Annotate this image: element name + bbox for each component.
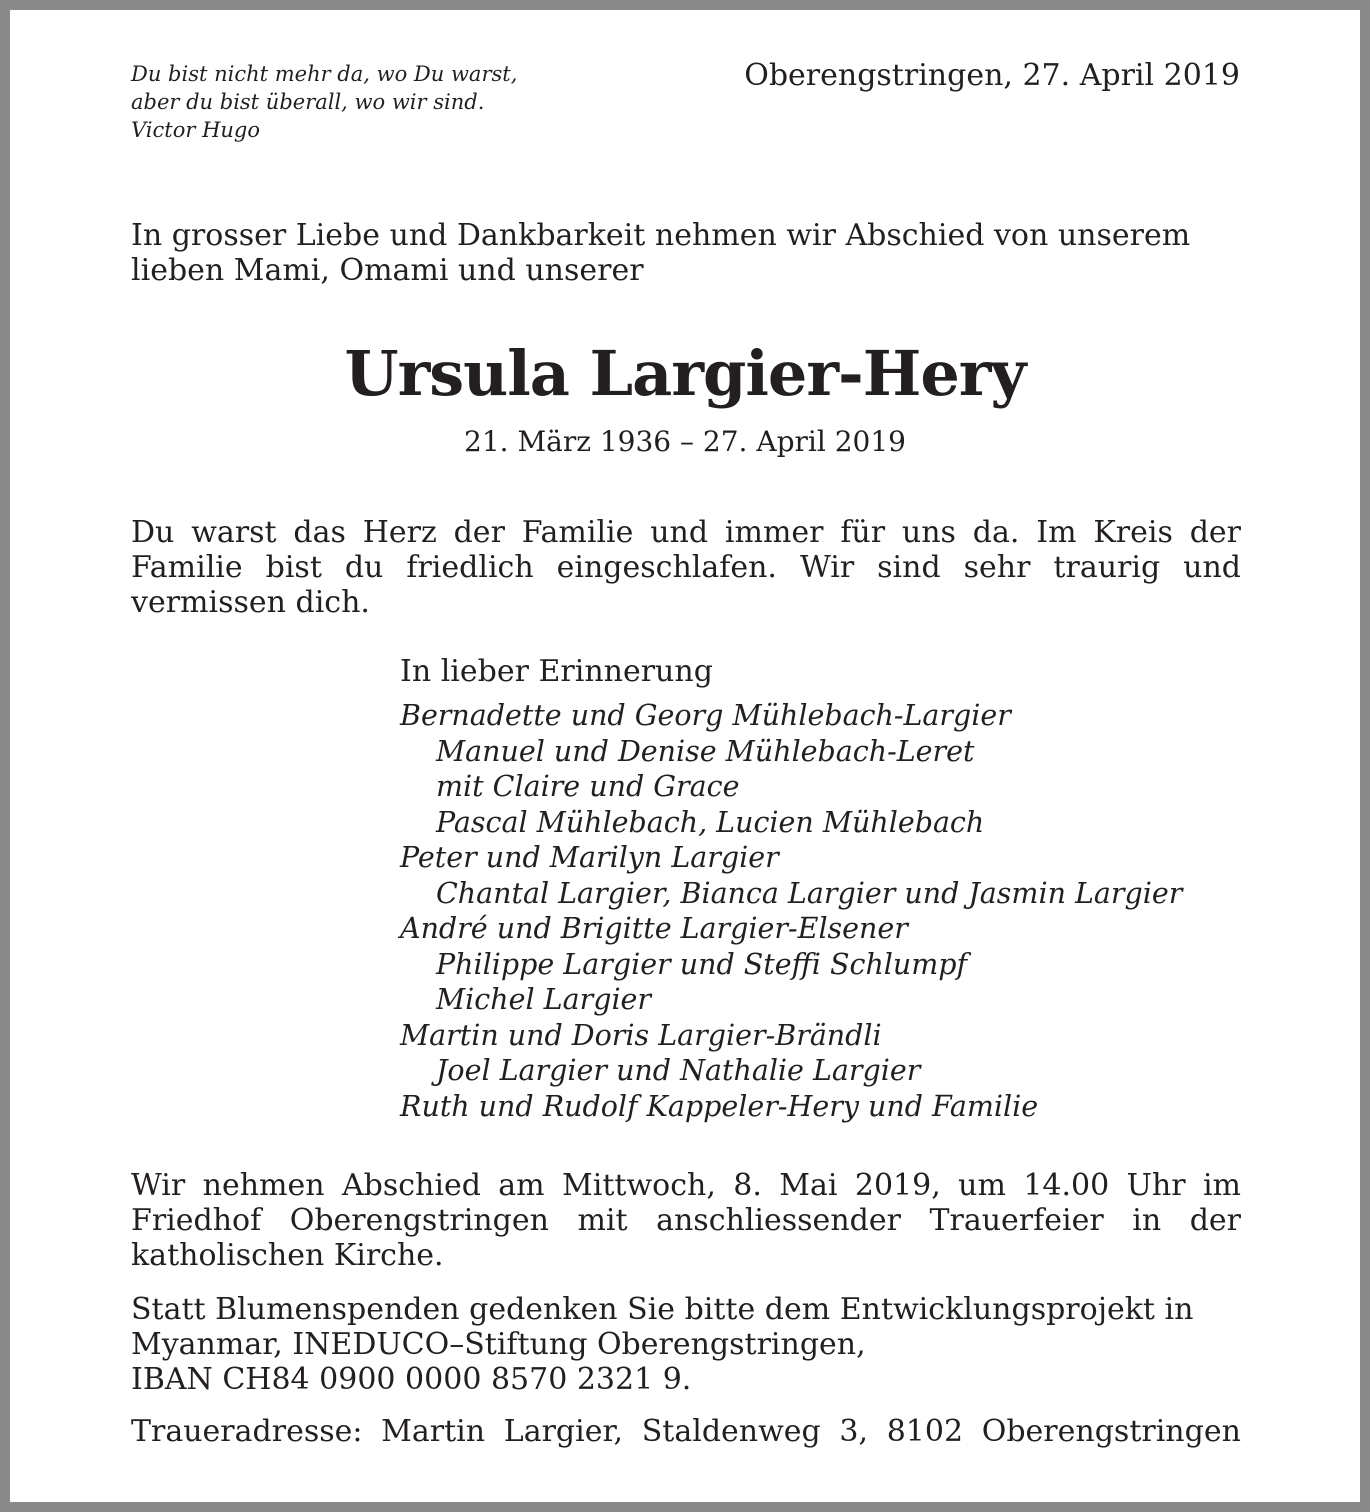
- quote-line: aber du bist überall, wo wir sind.: [131, 90, 485, 114]
- family-member: Joel Largier und Nathalie Largier: [436, 1054, 921, 1087]
- family-member: Bernadette und Georg Mühlebach-Largier: [400, 699, 1011, 732]
- quote-line: Du bist nicht mehr da, wo Du warst,: [131, 62, 518, 86]
- address-word: 8102: [886, 1414, 964, 1449]
- intro-line: lieben Mami, Omami und unserer: [131, 253, 644, 288]
- family-member: Ruth und Rudolf Kappeler-Hery und Familie: [400, 1089, 1039, 1123]
- life-dates: 21. März 1936 – 27. April 2019: [464, 425, 906, 458]
- address-label: Traueradresse:: [131, 1414, 363, 1449]
- address-word: Oberengstringen: [981, 1414, 1241, 1449]
- donation-line: IBAN CH84 0900 0000 8570 2321 9.: [131, 1362, 692, 1397]
- intro-text: [131, 218, 1241, 288]
- address-word: Martin: [381, 1414, 486, 1449]
- family-member: Michel Largier: [436, 983, 652, 1016]
- family-member: Manuel und Denise Mühlebach-Leret: [436, 734, 975, 768]
- deceased-name: Ursula Largier-Hery: [344, 337, 1026, 410]
- tribute-paragraph: Du warst das Herz der Familie und immer für uns da. Im Kreis der Familie bist du friedlich eingeschlafen. Wir sind sehr traurig und vermissen dich.: [131, 515, 1241, 620]
- family-list: [400, 698, 1270, 1124]
- family-member: Peter und Marilyn Largier: [400, 841, 779, 874]
- family-member: Pascal Mühlebach, Lucien Mühlebach: [436, 805, 985, 839]
- quote-author: Victor Hugo: [131, 118, 260, 142]
- family-member: André und Brigitte Largier-Elsener: [400, 912, 908, 945]
- family-member: mit Claire und Grace: [436, 770, 740, 803]
- address-word: Largier,: [503, 1414, 624, 1449]
- mourning-address: [131, 1414, 1241, 1450]
- ceremony-paragraph: Wir nehmen Abschied am Mittwoch, 8. Mai 2019, um 14.00 Uhr im Friedhof Oberengstringen mit anschliessender Trauerfeier in der katholischen Kirche.: [131, 1168, 1241, 1273]
- donation-line: Myanmar, INEDUCO–Stiftung Oberengstringen,: [131, 1327, 866, 1362]
- donation-paragraph: [131, 1292, 1241, 1397]
- family-member: Martin und Doris Largier-Brändli: [400, 1018, 882, 1052]
- donation-line: Statt Blumenspenden gedenken Sie bitte dem Entwicklungsprojekt in: [131, 1292, 1194, 1327]
- place-date: Oberengstringen, 27. April 2019: [744, 58, 1240, 93]
- family-member: Philippe Largier und Steffi Schlumpf: [436, 947, 968, 981]
- memory-heading: In lieber Erinnerung: [400, 654, 713, 689]
- intro-line: In grosser Liebe und Dankbarkeit nehmen wir Abschied von unserem: [131, 218, 1191, 253]
- address-word: Staldenweg: [641, 1414, 821, 1449]
- address-word: 3,: [839, 1414, 869, 1449]
- family-member: Chantal Largier, Bianca Largier und Jasmin Largier: [436, 876, 1183, 910]
- quote-block: [131, 60, 651, 144]
